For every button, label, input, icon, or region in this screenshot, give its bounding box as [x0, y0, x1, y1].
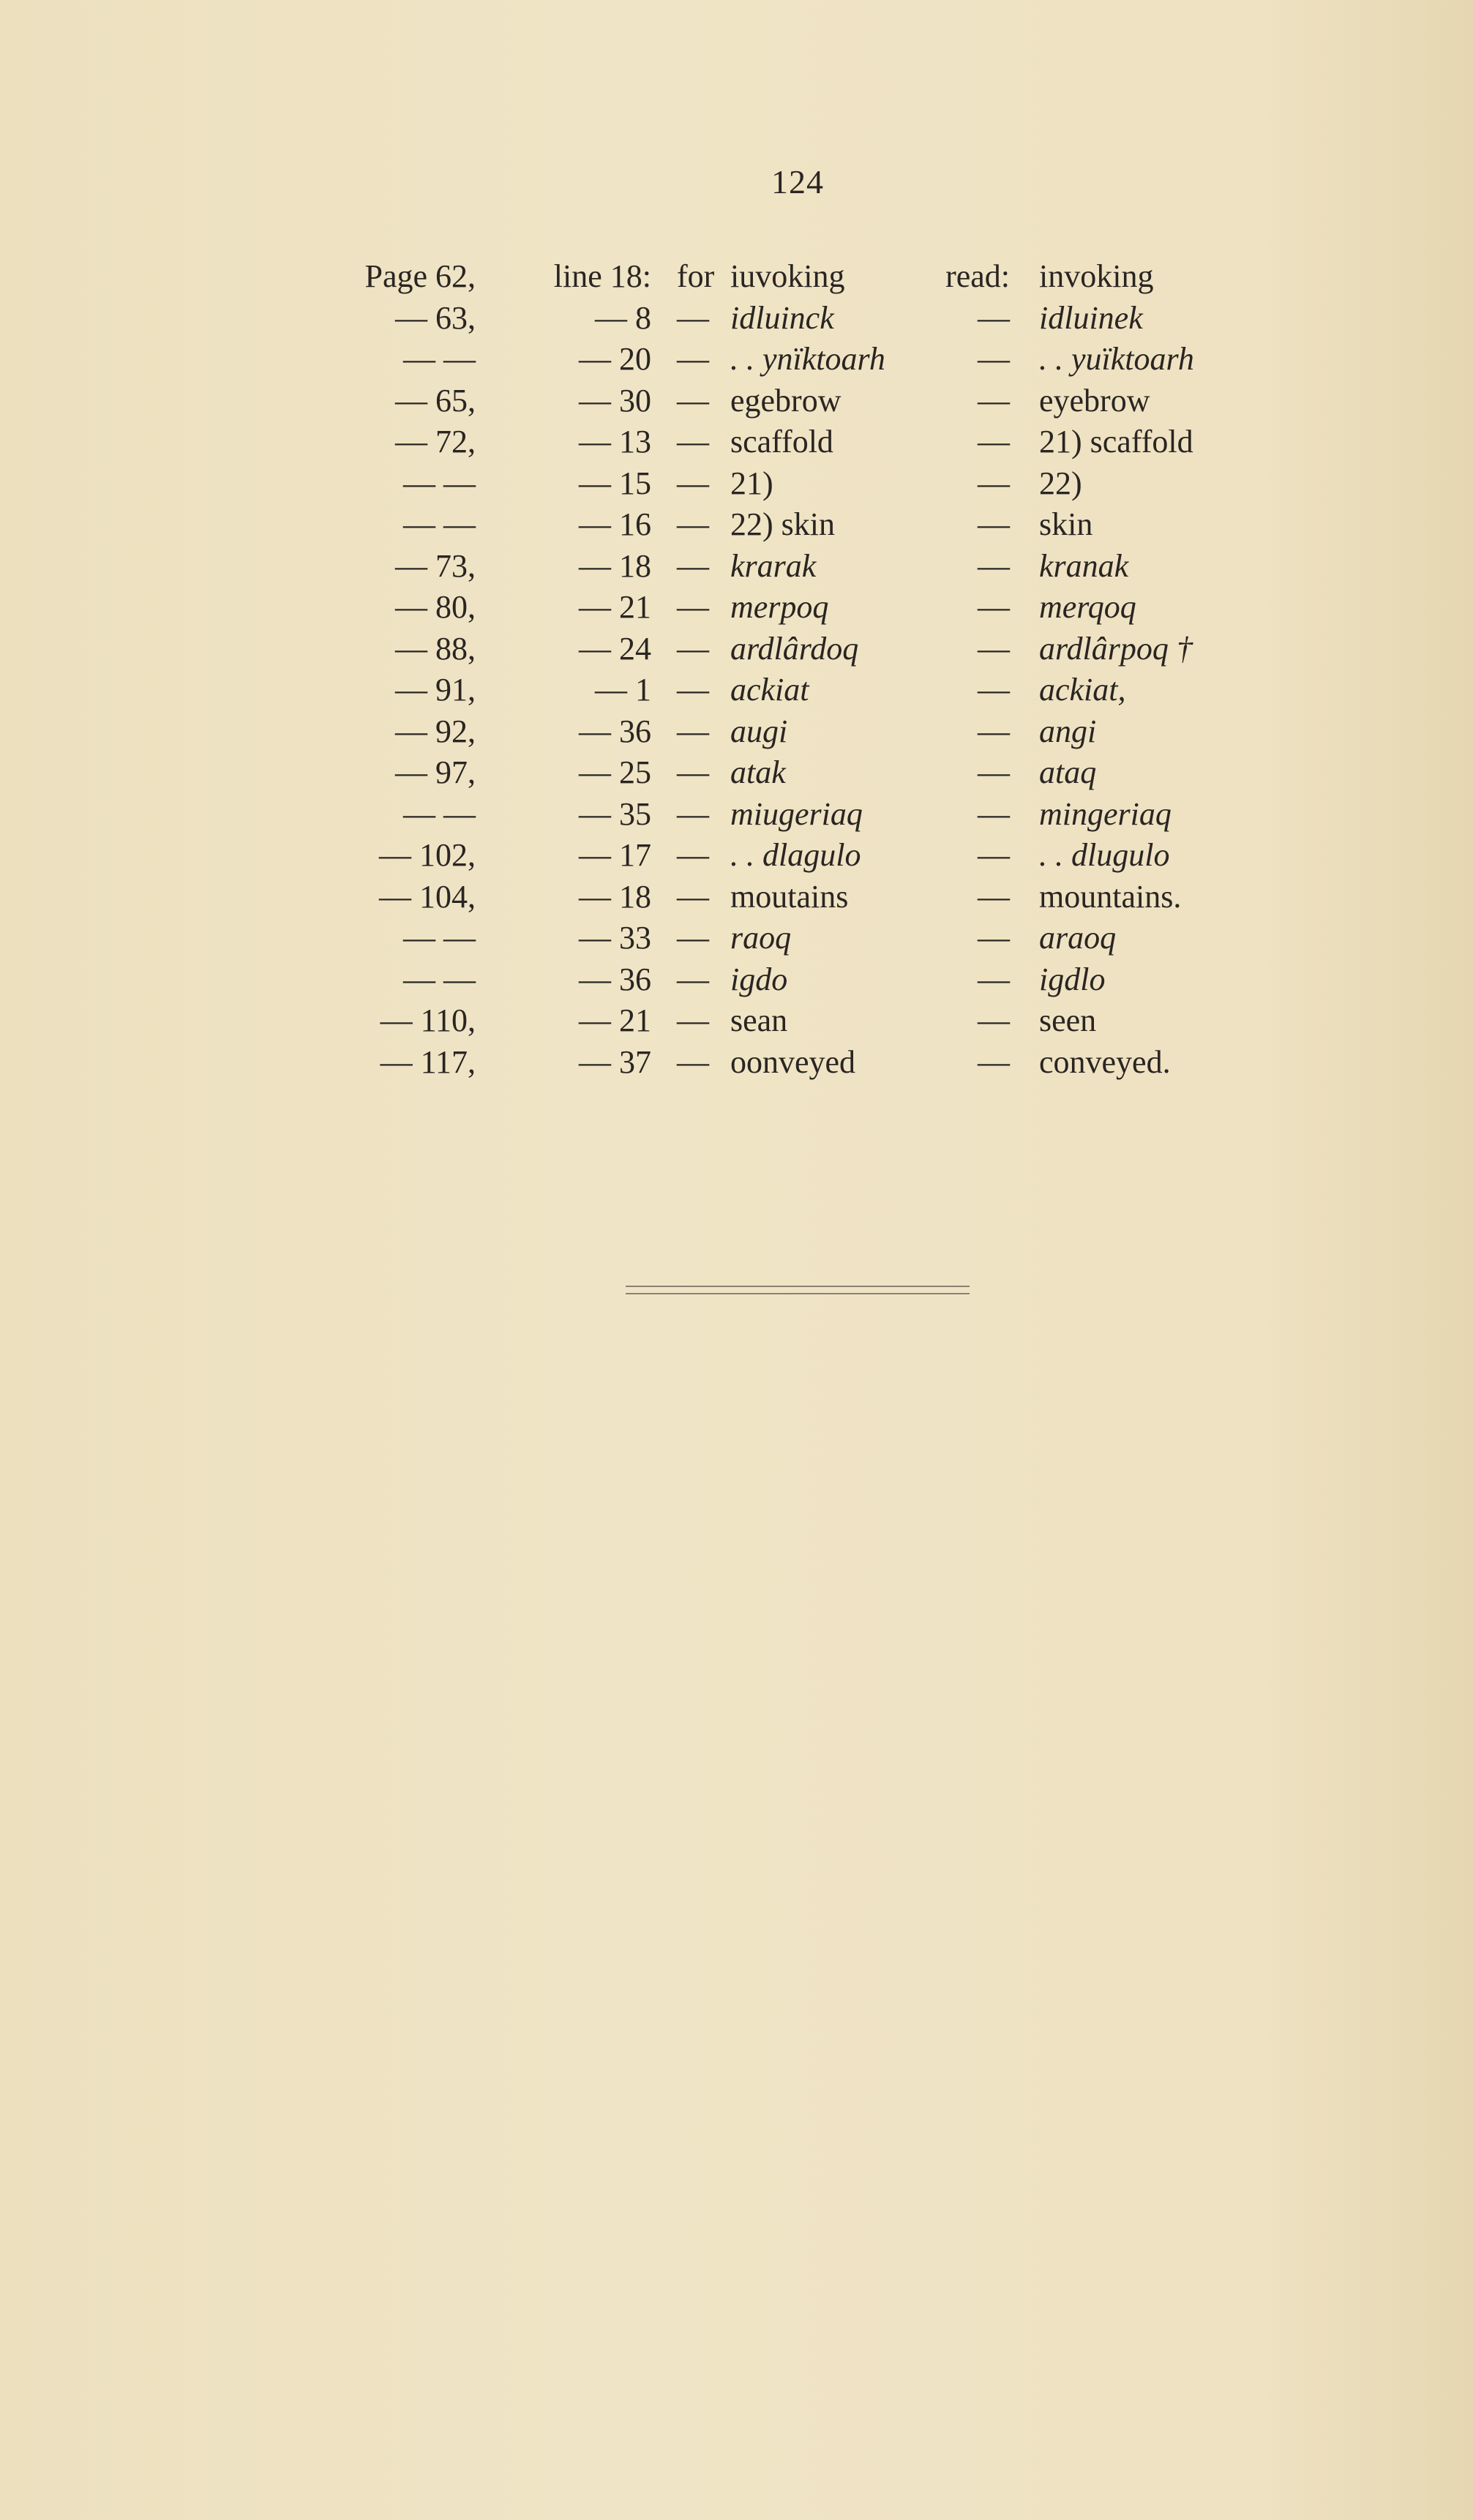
for-marker: — — [677, 465, 709, 501]
line-ref: — 24 — [579, 630, 651, 667]
line-ref: — 15 — [579, 465, 651, 501]
line-ref: — 16 — [579, 506, 651, 542]
line-ref: — 36 — [579, 961, 651, 997]
for-marker: — — [677, 382, 709, 419]
corrected-text: igdlo — [1039, 961, 1106, 997]
errata-row — [0, 794, 1473, 836]
page-number: 124 — [771, 163, 824, 200]
errata-row — [0, 918, 1473, 959]
line-ref: — 13 — [579, 424, 651, 460]
erroneous-text: . . dlagulo — [730, 837, 861, 873]
erroneous-text: ardlârdoq — [730, 630, 859, 667]
corrected-text: 21) scaffold — [1039, 424, 1193, 460]
corrected-text: mountains. — [1039, 878, 1182, 915]
for-marker: — — [677, 424, 709, 460]
read-marker: — — [978, 382, 1010, 419]
for-marker: — — [677, 961, 709, 997]
errata-row — [0, 421, 1473, 463]
read-marker: — — [978, 878, 1010, 915]
page-ref: — — — [403, 341, 476, 377]
errata-row — [0, 670, 1473, 711]
errata-row — [0, 877, 1473, 918]
for-marker: — — [677, 547, 709, 584]
end-rule — [626, 1286, 970, 1294]
for-marker: for — [677, 258, 715, 294]
page-ref: — — — [403, 465, 476, 501]
erroneous-text: egebrow — [730, 382, 842, 419]
for-marker: — — [677, 795, 709, 832]
corrected-text: angi — [1039, 713, 1097, 749]
page-ref: — 97, — [395, 754, 476, 790]
erroneous-text: ackiat — [730, 672, 809, 708]
corrected-text: merqoq — [1039, 589, 1136, 625]
for-marker: — — [677, 506, 709, 542]
errata-list — [0, 256, 1473, 1083]
corrected-text: ataq — [1039, 754, 1097, 790]
errata-row — [0, 380, 1473, 422]
page-ref: — 104, — [379, 878, 476, 915]
read-marker: — — [978, 630, 1010, 667]
for-marker: — — [677, 713, 709, 749]
line-ref: — 17 — [579, 837, 651, 873]
page-ref: — — — [403, 920, 476, 956]
corrected-text: kranak — [1039, 547, 1129, 584]
page-ref: — 63, — [395, 299, 476, 336]
line-ref: — 37 — [579, 1043, 651, 1080]
errata-row — [0, 463, 1473, 505]
for-marker: — — [677, 1002, 709, 1038]
corrected-text: ardlârpoq † — [1039, 630, 1193, 667]
line-ref: — 1 — [595, 672, 651, 708]
corrected-text: invoking — [1039, 258, 1154, 294]
read-marker: — — [978, 506, 1010, 542]
erroneous-text: moutains — [730, 878, 849, 915]
errata-row — [0, 959, 1473, 1001]
erroneous-text: atak — [730, 754, 786, 790]
line-ref: — 8 — [595, 299, 651, 336]
for-marker: — — [677, 878, 709, 915]
corrected-text: araoq — [1039, 920, 1117, 956]
for-marker: — — [677, 672, 709, 708]
errata-row — [0, 504, 1473, 546]
erroneous-text: augi — [730, 713, 788, 749]
line-ref: — 18 — [579, 878, 651, 915]
corrected-text: . . dlugulo — [1039, 837, 1170, 873]
line-ref: — 18 — [579, 547, 651, 584]
erroneous-text: scaffold — [730, 424, 833, 460]
erroneous-text: oonveyed — [730, 1043, 856, 1080]
line-ref: — 25 — [579, 754, 651, 790]
corrected-text: . . yuïktoarh — [1039, 341, 1194, 377]
page-ref: — 91, — [395, 672, 476, 708]
for-marker: — — [677, 1043, 709, 1080]
read-marker: — — [978, 465, 1010, 501]
erroneous-text: sean — [730, 1002, 788, 1038]
page-ref: — 117, — [380, 1043, 476, 1080]
corrected-text: mingeriaq — [1039, 795, 1172, 832]
erroneous-text: krarak — [730, 547, 817, 584]
read-marker: — — [978, 713, 1010, 749]
errata-row — [0, 629, 1473, 670]
line-ref: — 33 — [579, 920, 651, 956]
for-marker: — — [677, 341, 709, 377]
corrected-text: conveyed. — [1039, 1043, 1171, 1080]
for-marker: — — [677, 754, 709, 790]
line-ref: — 30 — [579, 382, 651, 419]
line-ref: — 36 — [579, 713, 651, 749]
erroneous-text: miugeriaq — [730, 795, 863, 832]
page-ref: — 80, — [395, 589, 476, 625]
for-marker: — — [677, 837, 709, 873]
line-ref: — 20 — [579, 341, 651, 377]
read-marker: — — [978, 754, 1010, 790]
line-ref: — 21 — [579, 1002, 651, 1038]
for-marker: — — [677, 299, 709, 336]
read-marker: — — [978, 424, 1010, 460]
page-ref: — 92, — [395, 713, 476, 749]
corrected-text: idluinek — [1039, 299, 1143, 336]
read-marker: — — [978, 1043, 1010, 1080]
errata-row — [0, 835, 1473, 877]
erroneous-text: 21) — [730, 465, 773, 501]
read-marker: — — [978, 837, 1010, 873]
erroneous-text: raoq — [730, 920, 792, 956]
for-marker: — — [677, 589, 709, 625]
read-marker: — — [978, 299, 1010, 336]
for-marker: — — [677, 920, 709, 956]
errata-row — [0, 339, 1473, 380]
line-ref: — 35 — [579, 795, 651, 832]
erroneous-text: . . ynïktoarh — [730, 341, 885, 377]
errata-row — [0, 711, 1473, 753]
page-ref: — 88, — [395, 630, 476, 667]
erroneous-text: 22) skin — [730, 506, 835, 542]
read-marker: — — [978, 961, 1010, 997]
page-ref: — — — [403, 961, 476, 997]
erroneous-text: igdo — [730, 961, 788, 997]
corrected-text: 22) — [1039, 465, 1082, 501]
page-ref: — — — [403, 506, 476, 542]
page-ref: — 72, — [395, 424, 476, 460]
corrected-text: skin — [1039, 506, 1093, 542]
errata-row — [0, 587, 1473, 629]
read-marker: — — [978, 795, 1010, 832]
line-ref: — 21 — [579, 589, 651, 625]
corrected-text: ackiat, — [1039, 672, 1126, 708]
corrected-text: seen — [1039, 1002, 1097, 1038]
errata-row — [0, 256, 1473, 298]
errata-row — [0, 1042, 1473, 1084]
page-ref: — 110, — [380, 1002, 476, 1038]
page-ref: — — — [403, 795, 476, 832]
line-ref: line 18: — [553, 258, 651, 294]
errata-row — [0, 546, 1473, 588]
corrected-text: eyebrow — [1039, 382, 1150, 419]
read-marker: read: — [945, 258, 1010, 294]
erroneous-text: idluinck — [730, 299, 834, 336]
errata-row — [0, 752, 1473, 794]
read-marker: — — [978, 589, 1010, 625]
read-marker: — — [978, 920, 1010, 956]
page-ref: Page 62, — [364, 258, 476, 294]
for-marker: — — [677, 630, 709, 667]
page-ref: — 65, — [395, 382, 476, 419]
page-ref: — 102, — [379, 837, 476, 873]
erroneous-text: merpoq — [730, 589, 829, 625]
read-marker: — — [978, 1002, 1010, 1038]
read-marker: — — [978, 547, 1010, 584]
page-ref: — 73, — [395, 547, 476, 584]
read-marker: — — [978, 672, 1010, 708]
erroneous-text: iuvoking — [730, 258, 845, 294]
errata-row — [0, 1000, 1473, 1042]
errata-row — [0, 298, 1473, 340]
read-marker: — — [978, 341, 1010, 377]
